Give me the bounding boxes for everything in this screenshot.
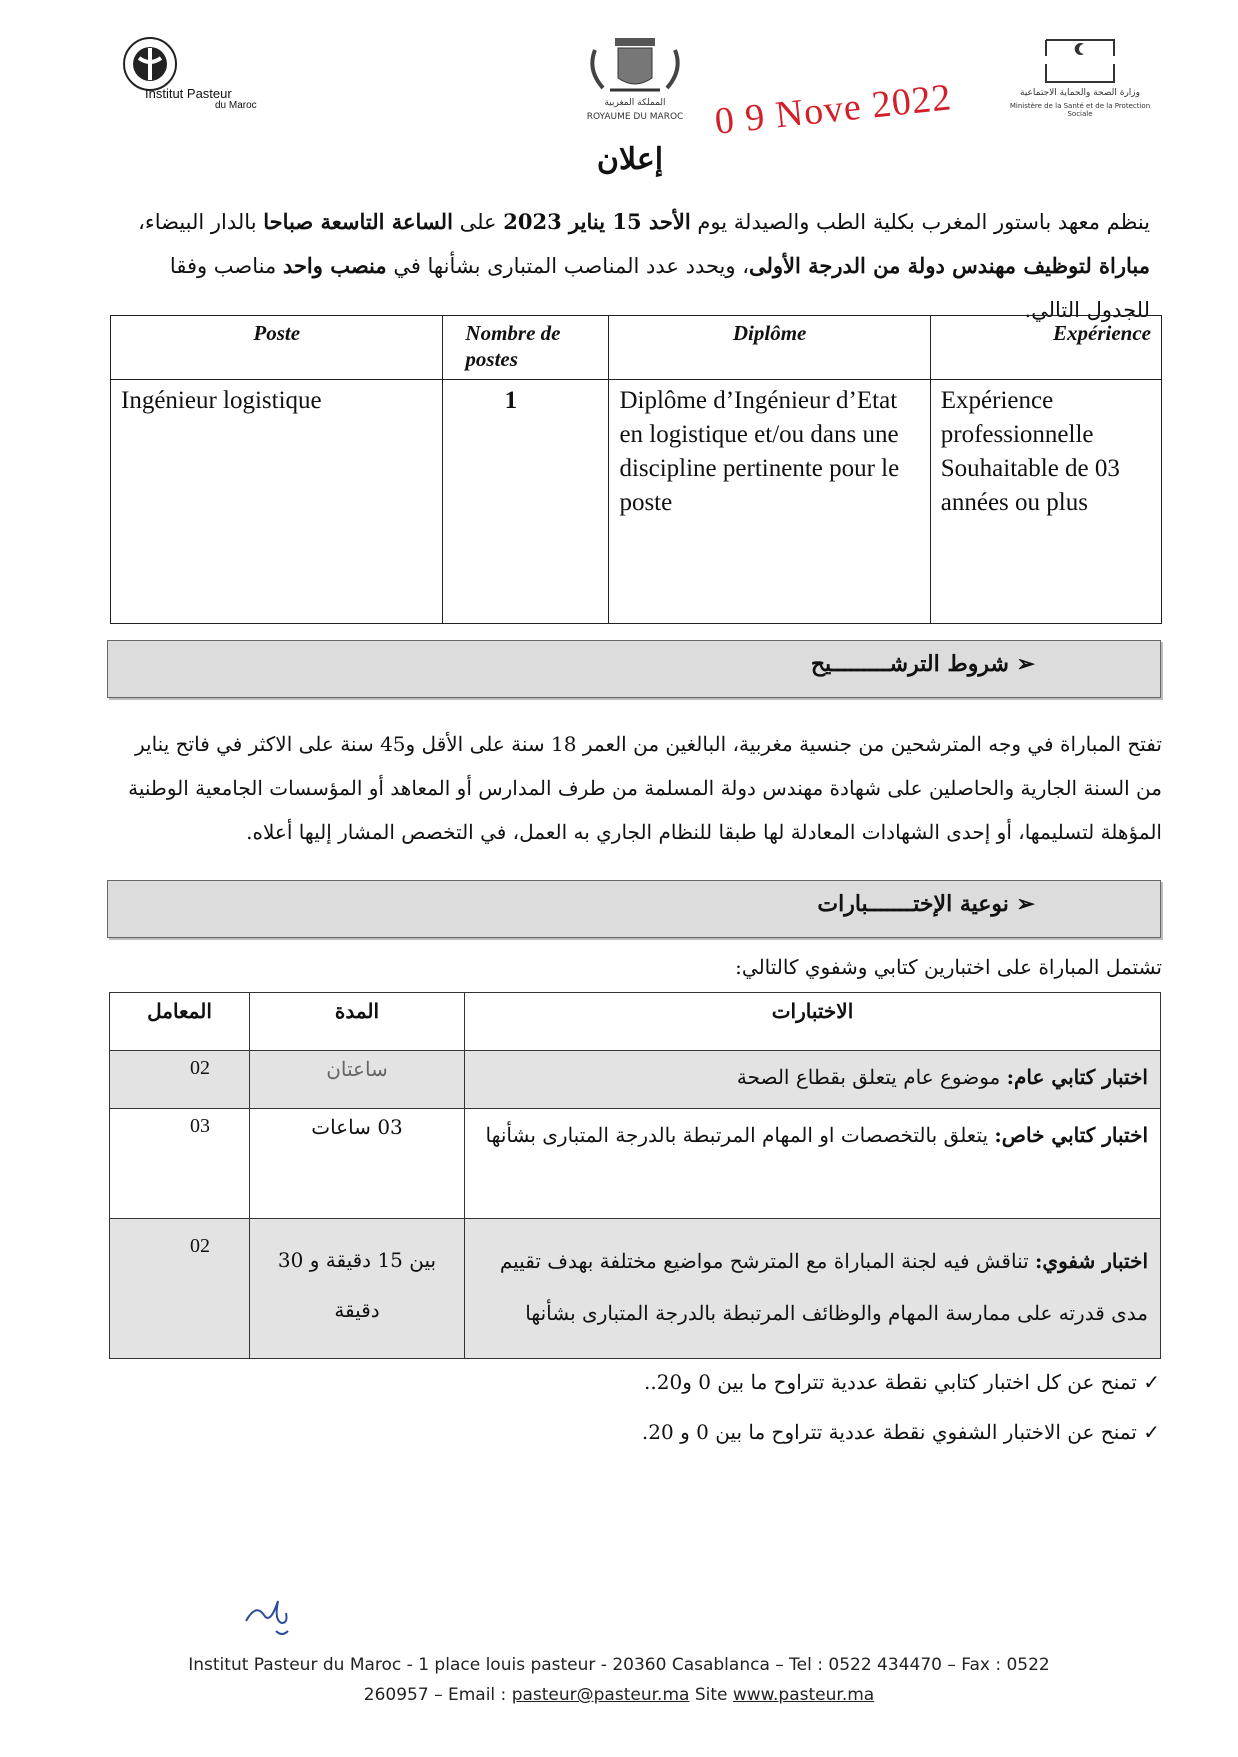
- page-title: إعلان: [596, 142, 664, 177]
- conditions-heading-box: [107, 640, 1161, 698]
- note-written: ✓ تمنح عن كل اختبار كتابي نقطة عددية تتراوح ما بين 0 و20..: [644, 1370, 1160, 1394]
- intro-text-1: ينظم معهد باستور المغرب بكلية الطب والصيدلة يوم: [690, 210, 1150, 234]
- header-experience: Expérience: [930, 316, 1161, 380]
- exam-label: اختبار كتابي خاص:: [994, 1123, 1148, 1147]
- exams-table: [109, 992, 1161, 1359]
- intro-contest: مباراة لتوظيف مهندس دولة من الدرجة الأولى: [749, 253, 1150, 278]
- conditions-heading: ➢ شروط الترشـــــــــيح: [810, 651, 1035, 677]
- intro-text-4: ، ويحدد عدد المناصب المتبارى بشأنها في: [386, 254, 749, 278]
- exam-coef: 03: [110, 1109, 250, 1219]
- exams-header-row: [110, 993, 1161, 1051]
- pasteur-emblem-icon: [105, 36, 195, 92]
- cell-nombre: 1: [443, 380, 609, 624]
- ministry-fr: Ministère de la Santé et de la Protection Sociale: [1009, 102, 1151, 118]
- kingdom-ar: المملكة المغربية: [604, 98, 666, 108]
- coat-of-arms-icon: [580, 30, 690, 96]
- exam-label: اختبار شفوي:: [1035, 1249, 1148, 1273]
- intro-time: الساعة التاسعة صباحا: [263, 209, 453, 234]
- header-duration: المدة: [250, 993, 465, 1051]
- institut-pasteur-sub: du Maroc: [215, 100, 257, 111]
- exam-desc: موضوع عام يتعلق بقطاع الصحة: [736, 1065, 1007, 1089]
- exam-row: [110, 1051, 1161, 1109]
- footer-fax-tail: 260957 – Email :: [363, 1685, 512, 1705]
- intro-paragraph: [110, 200, 1150, 332]
- royaume-emblem: [580, 30, 690, 126]
- conditions-text: تفتح المباراة في وجه المترشحين من جنسية مغربية، البالغين من العمر 18 سنة على الأقل و45 سنة على الاكثر في فاتح يناير من السنة الجارية والحاصلين على شهادة مهندس دولة المسلمة من طرف المدارس أو المعاهد أو المؤسسات الجامعية الوطنية المؤهلة لتسليمها، أو إحدى الشهادات المعادلة لها طبقا للنظام الجاري به العمل، في التخصص المشار إليها أعلاه.: [128, 732, 1162, 844]
- exam-duration: ساعتان: [250, 1051, 465, 1109]
- intro-text-3: بالدار البيضاء،: [138, 210, 264, 234]
- institut-pasteur-name: Institut Pasteur: [145, 86, 232, 101]
- exam-coef: 02: [110, 1219, 250, 1359]
- exams-intro: تشتمل المباراة على اختبارين كتابي وشفوي كالتالي:: [735, 955, 1162, 979]
- signature-icon: [240, 1585, 310, 1645]
- exam-description: [465, 1109, 1161, 1219]
- positions-header-row: [111, 316, 1162, 380]
- exams-heading-box: [107, 880, 1161, 938]
- cell-experience: Expérience professionnelle Souhaitable de 03 années ou plus: [930, 380, 1161, 624]
- footer-email-link[interactable]: pasteur@pasteur.ma: [511, 1685, 690, 1705]
- intro-positions-count: منصب واحد: [282, 253, 387, 278]
- header-coef: المعامل: [110, 993, 250, 1051]
- ministry-logo: [1000, 34, 1160, 120]
- institut-pasteur-logo: [105, 36, 265, 116]
- header-diplome: Diplôme: [609, 316, 930, 380]
- exam-coef: 02: [110, 1051, 250, 1109]
- header-tests: الاختبارات: [465, 993, 1161, 1051]
- exam-duration: بين 15 دقيقة و 30 دقيقة: [250, 1219, 465, 1359]
- date-stamp: 0 9 Nove 2022: [712, 76, 954, 143]
- footer-site-label: Site: [689, 1685, 733, 1705]
- exam-duration: 03 ساعات: [250, 1109, 465, 1219]
- ministry-ar: وزارة الصحة والحماية الاجتماعية: [1020, 88, 1140, 98]
- footer-line1: Institut Pasteur du Maroc - 1 place louis pasteur - 20360 Casablanca – Tel : 0522 434470 – Fax : 0522: [188, 1655, 1050, 1675]
- positions-row: [111, 380, 1162, 624]
- intro-text-2: على: [452, 210, 504, 234]
- exam-desc: تناقش فيه لجنة المباراة مع المترشح مواضيع مختلفة بهدف تقييم مدى قدرته على ممارسة المهام والوظائف المرتبطة بالدرجة المتبارى بشأنها: [499, 1249, 1148, 1325]
- footer-line2: [110, 1680, 1128, 1710]
- kingdom-fr: ROYAUME DU MAROC: [586, 112, 684, 122]
- cell-poste: Ingénieur logistique: [111, 380, 443, 624]
- exam-label: اختبار كتابي عام:: [1006, 1065, 1148, 1089]
- exam-desc: يتعلق بالتخصصات او المهام المرتبطة بالدرجة المتبارى بشأنها: [485, 1123, 995, 1147]
- header-nombre: Nombre de postes: [443, 316, 609, 380]
- footer-site-link[interactable]: www.pasteur.ma: [732, 1685, 875, 1705]
- positions-table: [110, 315, 1162, 624]
- exam-description: [465, 1219, 1161, 1359]
- intro-text-5: مناصب وفقا للجدول التالي.: [169, 254, 1150, 322]
- cell-diplome: Diplôme d’Ingénieur d’Etat en logistique et/ou dans une discipline pertinente pour le poste: [609, 380, 930, 624]
- header-poste: Poste: [111, 316, 443, 380]
- ministry-emblem-icon: [1040, 34, 1120, 86]
- note-oral: ✓ تمنح عن الاختبار الشفوي نقطة عددية تتراوح ما بين 0 و 20.: [641, 1420, 1160, 1444]
- exams-heading: ➢ نوعية الإختـــــــبارات: [817, 891, 1035, 917]
- exam-description: [465, 1051, 1161, 1109]
- exam-row: [110, 1109, 1161, 1219]
- intro-date: الأحد 15 يناير 2023: [503, 209, 691, 234]
- footer: [110, 1650, 1128, 1710]
- exam-row: [110, 1219, 1161, 1359]
